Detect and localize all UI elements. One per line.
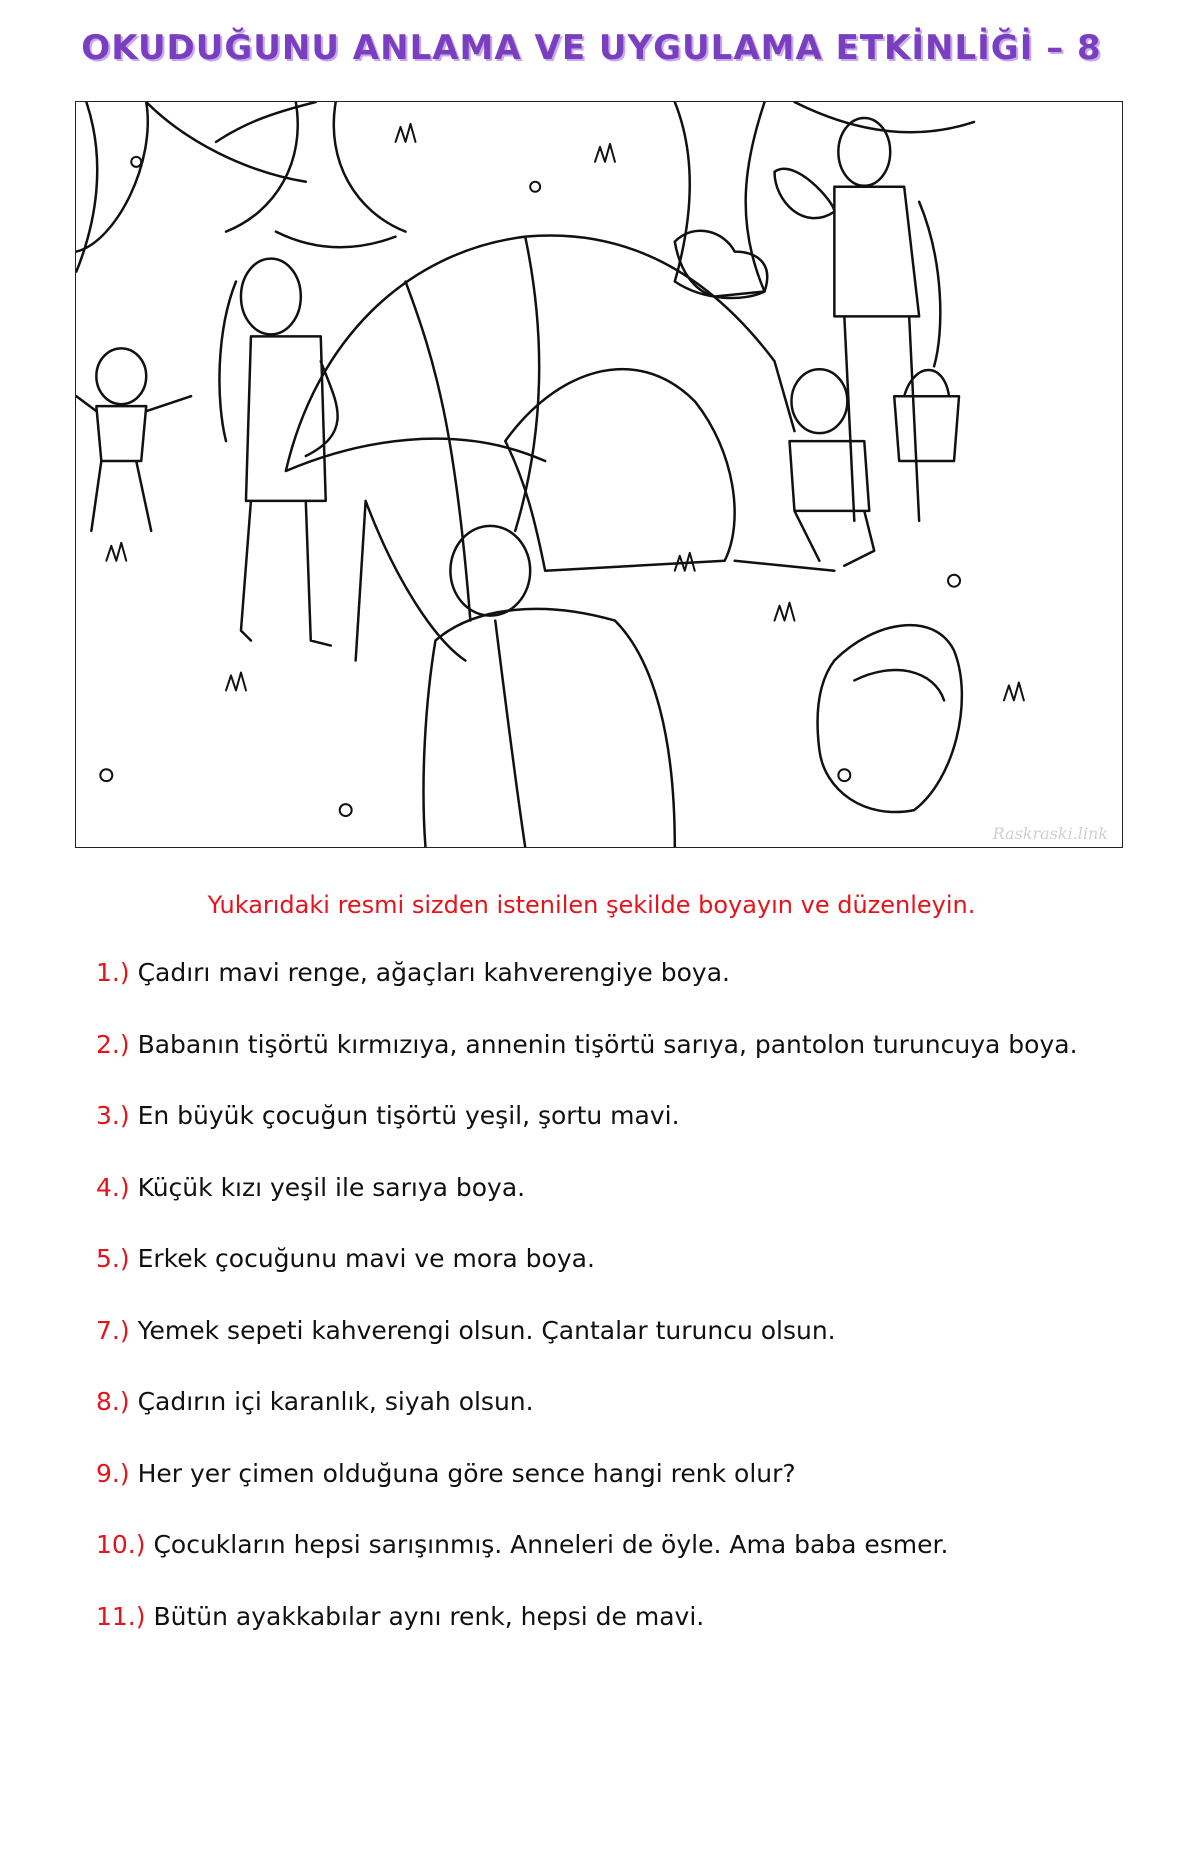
- item-number: 9.): [96, 1458, 130, 1488]
- item-number: 8.): [96, 1387, 130, 1416]
- tent-door: [505, 369, 734, 571]
- item-number: 11.): [96, 1601, 146, 1631]
- list-item: [96, 1459, 1136, 1531]
- tent-floor: [356, 501, 835, 661]
- list-item: [96, 1030, 1136, 1102]
- illustration-watermark: Raskraski.link: [992, 824, 1108, 843]
- list-item: [96, 1602, 1136, 1674]
- backpack: [818, 625, 962, 812]
- small-girl-figure: [76, 348, 191, 531]
- item-text: Çadırın içi karanlık, siyah olsun.: [137, 1387, 534, 1416]
- item-text: Erkek çocuğunu mavi ve mora boya.: [137, 1244, 595, 1273]
- list-item: [96, 1387, 1136, 1459]
- tree-right: [675, 102, 974, 298]
- instruction-list: [96, 958, 1136, 1673]
- instruction-text: Yukarıdaki resmi sizden istenilen şekilde boyayın ve düzenleyin.: [207, 891, 976, 919]
- item-text: Yemek sepeti kahverengi olsun. Çantalar turuncu olsun.: [137, 1315, 836, 1345]
- item-number: 3.): [96, 1101, 130, 1130]
- item-number: 1.): [96, 958, 130, 987]
- boy-figure: [789, 369, 874, 565]
- father-figure: [424, 526, 675, 847]
- item-number: 2.): [96, 1029, 130, 1059]
- grass-details: [100, 124, 1024, 816]
- item-text: En büyük çocuğun tişörtü yeşil, şortu mavi.: [137, 1101, 680, 1130]
- item-text: Küçük kızı yeşil ile sarıya boya.: [137, 1172, 526, 1202]
- list-item: [96, 1530, 1136, 1602]
- list-item: [96, 958, 1136, 1030]
- item-text: Çocukların hepsi sarışınmış. Anneleri de öyle. Ama baba esmer.: [153, 1530, 949, 1559]
- item-text: Bütün ayakkabılar aynı renk, hepsi de mavi.: [153, 1601, 705, 1631]
- picnic-basket: [894, 370, 959, 461]
- item-number: 4.): [96, 1172, 130, 1202]
- item-text: Her yer çimen olduğuna göre sence hangi renk olur?: [137, 1458, 796, 1488]
- item-number: 5.): [96, 1244, 130, 1273]
- item-text: Babanın tişörtü kırmızıya, annenin tişörtü sarıya, pantolon turuncuya boya.: [137, 1029, 1078, 1059]
- item-number: 7.): [96, 1315, 130, 1345]
- page-title: OKUDUĞUNU ANLAMA VE UYGULAMA ETKİNLİĞİ – 8: [81, 28, 1102, 68]
- list-item: [96, 1173, 1136, 1245]
- list-item: [96, 1316, 1136, 1388]
- sleeping-bag: [775, 169, 835, 218]
- list-item: [96, 1244, 1136, 1316]
- item-number: 10.): [96, 1530, 146, 1559]
- girl-figure: [219, 259, 337, 646]
- coloring-illustration: [75, 101, 1123, 848]
- tree-center: [226, 102, 406, 247]
- item-text: Çadırı mavi renge, ağaçları kahverengiye boya.: [137, 958, 730, 987]
- list-item: [96, 1101, 1136, 1173]
- camping-scene-drawing: [76, 102, 1122, 847]
